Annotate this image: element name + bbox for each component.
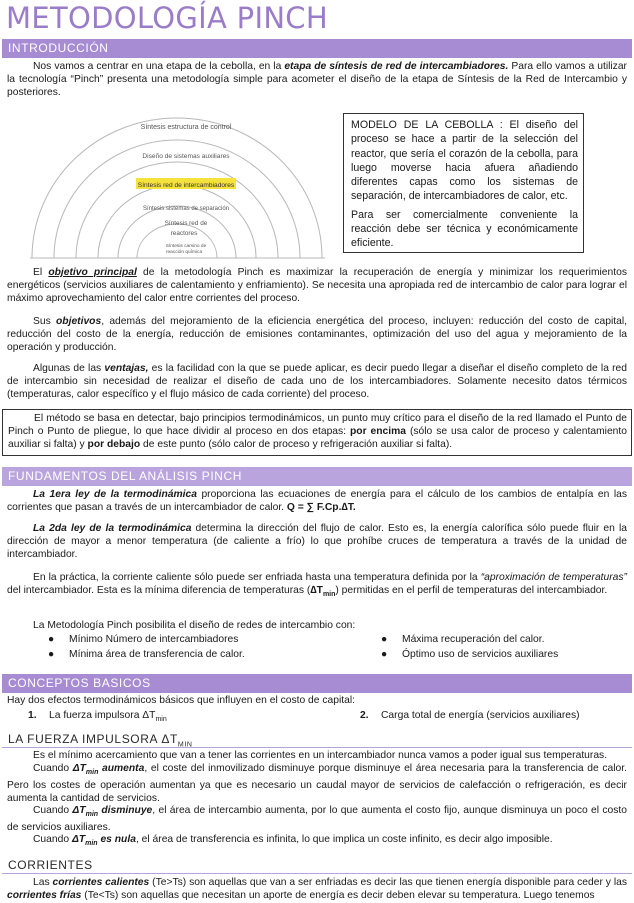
- section-heading-fuerza-impulsora: [2, 730, 632, 748]
- conceptos-intro: Hay dos efectos termodinámicos básicos que influyen en el costo de capital:: [7, 695, 355, 706]
- section-heading-corrientes: CORRIENTES: [2, 856, 632, 874]
- emphasis-text: por encima: [349, 426, 406, 438]
- item-text: Carga total de energía (servicios auxiliares): [381, 710, 580, 721]
- text-run: Cuando: [33, 763, 73, 774]
- item-text: [49, 709, 167, 726]
- delta-t-symbol: ΔT: [72, 763, 86, 774]
- emphasis-text: “aproximación de temperaturas”: [480, 572, 627, 583]
- subscript: min: [85, 811, 99, 819]
- fuerza-definition: Es el mínimo acercamiento que van a tener las corrientes en un intercambiador nunca vamos a poder igual sus temperaturas.: [33, 750, 608, 761]
- emphasis-text: La 1era ley de la termodinámica: [33, 489, 197, 500]
- subscript: MIN: [177, 741, 193, 749]
- onion-label: reactores: [170, 230, 198, 237]
- text-run: de este punto (sólo calor de proceso y refrigeración auxiliar si falta).: [140, 439, 453, 451]
- onion-label: Síntesis camino de: [165, 244, 207, 249]
- callout-paragraph: MODELO DE LA CEBOLLA : El diseño del proceso se hace a partir de la selección del reactor, que sería el corazón de la cebolla, para luego moverse hacia afuera añadiendo diferentes capas como los sistemas de separación, de intercambiadores de calor, etc.: [351, 119, 578, 203]
- emphasis-text: objetivos: [56, 316, 102, 327]
- subscript: min: [155, 716, 167, 724]
- onion-label: Diseño de sistemas auxiliares: [142, 153, 230, 160]
- text-run: En la práctica, la corriente caliente sólo puede ser enfriada hasta una temperatura definida por la: [33, 572, 481, 583]
- text-run: La fuerza impulsora ΔT: [49, 710, 156, 721]
- text-run: , el área de intercambio aumenta, por lo que aumenta el costo fijo, aunque disminuya un poco el costo de servicios auxiliares.: [7, 805, 627, 834]
- second-law-paragraph: [7, 522, 627, 562]
- text-run: , el coste del inmovilizado disminuye porque disminuye el área necesaria para la transferencia de calor. Pero los costes de operación aumentan ya que es necesario un caudal mayor de servicios de calefacción o refrigeración, es decir aumenta la cantidad de servicios.: [7, 763, 627, 805]
- pinch-point-paragraph: [8, 412, 627, 452]
- page-title: METODOLOGÍA PINCH: [6, 1, 328, 35]
- text-run: Nos vamos a centrar en una etapa de la cebolla, en la: [33, 61, 285, 72]
- emphasis-text: objetivo principal: [48, 267, 137, 278]
- objectives-paragraph: [7, 315, 627, 355]
- subscript: min: [322, 591, 336, 599]
- emphasis-text: aumenta: [98, 763, 145, 774]
- section-heading-fundamentos: FUNDAMENTOS DEL ANÁLISIS PINCH: [2, 467, 632, 486]
- bullet-icon: ●: [381, 649, 388, 660]
- heading-text: LA FUERZA IMPULSORA ΔT: [8, 732, 178, 746]
- text-run: Cuando: [33, 805, 73, 816]
- emphasis-text: La 2da ley de la termodinámica: [33, 523, 192, 534]
- text-run: El método se basa en detectar, bajo principios termodinámicos, un punto muy crítico para el diseño de la red llamado el Punto de Pinch o Punto de pliegue, lo que hace dividir al proceso en dos etapas:: [8, 413, 627, 438]
- callout-paragraph: Para ser comercialmente conveniente la reacción debe ser técnica y económicamente eficiente.: [351, 208, 578, 250]
- text-run: del intercambiador. Esta es la mínima diferencia de temperaturas (: [7, 585, 311, 597]
- bullet-icon: ●: [381, 634, 388, 645]
- onion-model-diagram: [30, 108, 325, 261]
- list-item-text: Mínimo Número de intercambiadores: [69, 634, 239, 645]
- onion-label: Síntesis red de: [164, 220, 208, 227]
- text-run: El: [33, 267, 49, 278]
- section-heading-conceptos: CONCEPTOS BASICOS: [2, 674, 632, 693]
- text-run: (sólo se usa calor de proceso y calentamiento auxiliar si falta) y: [8, 426, 627, 451]
- text-run: Para ello vamos a utilizar la tecnología “Pinch” presenta una metodología simple para acometer el diseño de la etapa de Síntesis de la Red de Intercambio y posteriores.: [7, 61, 627, 99]
- pinch-point-box: [2, 409, 632, 456]
- text-run: proporciona las ecuaciones de energía para el cálculo de los cambios de entalpía en las corrientes que pasan a través de un intercambiador de calor.: [7, 489, 627, 514]
- text-run: es la facilidad con la que se puede aplicar, es decir puedo llegar a diseñar el diseño completo de la red de intercambio sin necesidad de realizar el diseño de cada uno de los intercambiadores. Solamente necesito datos térmicos (temperaturas, calor específico y el flujo másico de cada corriente) del proceso.: [7, 363, 627, 401]
- item-number: 1.: [28, 710, 37, 721]
- onion-model-figure: [30, 108, 325, 261]
- subscript: min: [85, 840, 98, 848]
- emphasis-text: disminuye: [98, 805, 153, 816]
- temperature-approach-paragraph: [7, 571, 627, 601]
- corrientes-paragraph: [7, 876, 627, 902]
- section-heading-introduccion: INTRODUCCIÓN: [2, 39, 632, 58]
- onion-model-callout: [343, 113, 584, 253]
- text-run: Algunas de las: [33, 363, 105, 374]
- list-item-text: Máxima recuperación del calor.: [402, 634, 545, 645]
- delta-t-symbol: ΔT: [71, 834, 86, 845]
- onion-label: Síntesis red de intercambiadores: [137, 182, 235, 189]
- emphasis-text: ventajas,: [104, 363, 149, 374]
- fuerza-increase-paragraph: [7, 762, 627, 806]
- emphasis-text: corrientes calientes: [52, 877, 150, 888]
- first-law-paragraph: [7, 488, 627, 514]
- delta-t-symbol: ∆T: [310, 585, 323, 597]
- text-run: Sus: [33, 316, 56, 327]
- advantages-paragraph: [7, 362, 627, 402]
- text-run: Cuando: [33, 834, 72, 845]
- energy-equation: Q = ∑ F.Cp.∆T.: [286, 502, 356, 514]
- emphasis-text: etapa de síntesis de red de intercambiadores.: [284, 61, 509, 72]
- list-item-text: Óptimo uso de servicios auxiliares: [402, 649, 559, 660]
- item-number: 2.: [360, 710, 369, 721]
- emphasis-text: por debajo: [87, 439, 141, 451]
- text-run: Las: [33, 877, 53, 888]
- text-run: determina la dirección del flujo de calor. Esto es, la energía calorífica sólo puede fluir en la dirección de mayor a menor temperatura (de caliente a frío) lo que prohíbe cruces de temperatura a través de la unidad de intercambiador.: [7, 523, 627, 561]
- text-run: de la metodología Pinch es maximizar la recuperación de energía y minimizar los requerimientos energéticos (servicios auxiliares de calentamiento y enfriamiento). Se necesita una apropiada red de intercambio de calor para lograr el máximo aprovechamiento del calor entre corrientes del proceso.: [7, 267, 627, 305]
- emphasis-text: corrientes frías: [7, 890, 82, 902]
- fuerza-decrease-paragraph: [7, 804, 627, 834]
- text-run: , además del mejoramiento de la eficiencia energética del proceso, incluyen: reducción del costo de capital, reducción del costo de la energía, reducción de emisiones contaminantes, optimización del uso del agua y mejoramiento de la operación y producción.: [7, 316, 627, 354]
- list-intro: La Metodología Pinch posibilita el diseño de redes de intercambio con:: [33, 620, 356, 631]
- fuerza-null-paragraph: [7, 833, 627, 850]
- text-run: , el área de transferencia es infinita, lo que implica un coste infinito, es decir algo imposible.: [135, 834, 553, 845]
- delta-t-symbol: ΔT: [72, 805, 86, 816]
- subscript: min: [85, 769, 99, 777]
- emphasis-text: es nula: [97, 834, 136, 845]
- onion-label: Síntesis sistemas de separación: [142, 206, 230, 212]
- intro-paragraph: [7, 60, 627, 100]
- text-run: (Te<Ts) son aquellas que necesitan un aporte de energía es decir deben elevar su temperatura. Luego tenemos: [81, 890, 595, 902]
- text-run: (Te>Ts) son aquellas que van a ser enfriadas es decir las que tienen energía disponible para ceder y las: [149, 877, 627, 888]
- text-run: ) permitidas en el perfil de temperaturas del intercambiador.: [335, 585, 608, 597]
- objective-paragraph: [7, 266, 627, 306]
- onion-label: reacción química: [165, 250, 203, 255]
- bullet-icon: ●: [48, 649, 55, 660]
- list-item-text: Mínima área de transferencia de calor.: [69, 649, 245, 660]
- onion-label: Síntesis estructura de control: [140, 124, 232, 131]
- bullet-icon: ●: [48, 634, 55, 645]
